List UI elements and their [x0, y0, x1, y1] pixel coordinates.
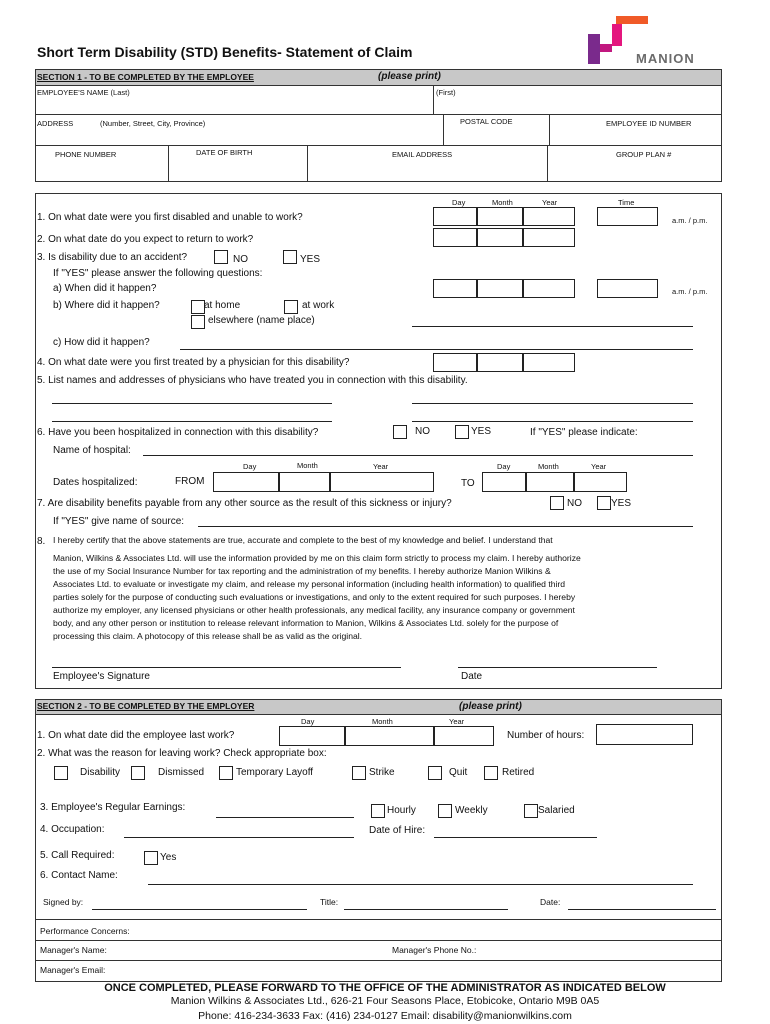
- certify-line: parties solely for the purpose of conducting such evaluations or investigations, and only to the extent required for such purposes. I hereby: [53, 592, 576, 602]
- q1-month-input[interactable]: [477, 207, 523, 226]
- date-of-hire-line[interactable]: [434, 837, 597, 838]
- q7-no-label: NO: [567, 498, 582, 509]
- dates-hospitalized-label: Dates hospitalized:: [53, 477, 138, 488]
- salaried-label: Salaried: [538, 805, 575, 816]
- manager-name-label: Manager's Name:: [40, 945, 107, 955]
- hours-input[interactable]: [596, 724, 693, 745]
- q3-yes-checkbox[interactable]: [283, 250, 297, 264]
- s2-q6-label: 6. Contact Name:: [40, 870, 118, 881]
- address-hint: (Number, Street, City, Province): [100, 119, 206, 128]
- logo-bar-pink: [612, 24, 622, 46]
- at-home-checkbox[interactable]: [191, 300, 205, 314]
- dob-label: DATE OF BIRTH: [196, 148, 253, 157]
- q6-yes-label: YES: [471, 426, 492, 437]
- if-yes-instructions: If "YES" please answer the following questions:: [53, 268, 263, 279]
- q3a-year-input[interactable]: [523, 279, 575, 298]
- s2-col-month: Month: [372, 717, 393, 726]
- hours-label: Number of hours:: [507, 730, 585, 741]
- reason-strike: Strike: [369, 767, 395, 778]
- to-label: TO: [461, 478, 475, 489]
- title-label: Title:: [320, 897, 339, 907]
- elsewhere-checkbox[interactable]: [191, 315, 205, 329]
- hospital-name-label: Name of hospital:: [53, 445, 131, 456]
- hosp-to-month-input[interactable]: [526, 472, 574, 492]
- last-work-month-input[interactable]: [345, 726, 434, 746]
- s2-q3-label: 3. Employee's Regular Earnings:: [40, 802, 186, 813]
- hosp-from-year-input[interactable]: [330, 472, 434, 492]
- certify-line: Associates Ltd. to evaluate or investigate my claim, and release my personal information (including health information) to qualified third: [53, 579, 566, 589]
- reason-temporary-layoff: Temporary Layoff: [236, 767, 314, 778]
- dismissed-checkbox[interactable]: [131, 766, 145, 780]
- certify-line: body, and any other person or institution to release relevant information to Manion, Wilkins & Associates Ltd. solely for the purpose of: [53, 618, 559, 628]
- q3-no-checkbox[interactable]: [214, 250, 228, 264]
- temporary-layoff-checkbox[interactable]: [219, 766, 233, 780]
- sign-date-line[interactable]: [568, 909, 716, 910]
- section2-heading: SECTION 2 - TO BE COMPLETED BY THE EMPLOYER: [37, 701, 255, 711]
- q1-year-input[interactable]: [523, 207, 575, 226]
- certification-text: [53, 534, 581, 643]
- divider: [35, 940, 722, 941]
- date-of-hire-label: Date of Hire:: [369, 825, 426, 836]
- hosp-to-col-year: Year: [591, 462, 607, 471]
- sign-date-label: Date:: [540, 897, 561, 907]
- title-line[interactable]: [344, 909, 508, 910]
- q3-yes-label: YES: [300, 254, 321, 265]
- hosp-to-col-month: Month: [538, 462, 559, 471]
- col-year: Year: [542, 198, 558, 207]
- signed-by-line[interactable]: [92, 909, 307, 910]
- q3-no-label: NO: [233, 254, 248, 265]
- q3c-line[interactable]: [180, 349, 693, 350]
- first-name-label: (First): [436, 88, 456, 97]
- quit-checkbox[interactable]: [428, 766, 442, 780]
- physician-line[interactable]: [412, 403, 693, 404]
- hourly-checkbox[interactable]: [371, 804, 385, 818]
- q3a-month-input[interactable]: [477, 279, 523, 298]
- weekly-checkbox[interactable]: [438, 804, 452, 818]
- col-time: Time: [618, 198, 635, 207]
- q3b-label: b) Where did it happen?: [53, 300, 160, 311]
- q3-label: 3. Is disability due to an accident?: [37, 252, 188, 263]
- source-name-label: If "YES" give name of source:: [53, 516, 185, 527]
- logo-bar-purple: [588, 34, 600, 64]
- s2-q5-label: 5. Call Required:: [40, 850, 115, 861]
- q8-number: 8.: [37, 536, 46, 547]
- q4-label: 4. On what date were you first treated by a physician for this disability?: [37, 357, 350, 368]
- hospital-name-line[interactable]: [143, 455, 693, 456]
- s2-q2-label: 2. What was the reason for leaving work? Check appropriate box:: [37, 748, 327, 759]
- q6-label: 6. Have you been hospitalized in connection with this disability?: [37, 427, 319, 438]
- manager-phone-label: Manager's Phone No.:: [392, 945, 477, 955]
- q7-yes-checkbox[interactable]: [597, 496, 611, 510]
- divider: [35, 85, 722, 86]
- s2-q4-label: 4. Occupation:: [40, 824, 105, 835]
- section1-heading: SECTION 1 - TO BE COMPLETED BY THE EMPLOYEE: [37, 72, 254, 82]
- manion-logo: [588, 14, 708, 68]
- disability-checkbox[interactable]: [54, 766, 68, 780]
- hosp-col-year: Year: [373, 462, 389, 471]
- group-plan-label: GROUP PLAN #: [616, 150, 672, 159]
- divider: [35, 960, 722, 961]
- q1-ampm: a.m. / p.m.: [672, 216, 708, 225]
- q3a-ampm: a.m. / p.m.: [672, 287, 708, 296]
- divider: [549, 114, 550, 145]
- occupation-line[interactable]: [124, 837, 354, 838]
- elsewhere-line[interactable]: [412, 326, 693, 327]
- logo-bar-magenta: [600, 44, 612, 52]
- certify-line: processing this claim. A photocopy of this release shall be as valid as the original.: [53, 631, 363, 641]
- contact-name-line[interactable]: [148, 884, 693, 885]
- last-work-year-input[interactable]: [434, 726, 494, 746]
- footer-contact: Phone: 416-234-3633 Fax: (416) 234-0127 Email: disability@manionwilkins.com: [198, 1010, 572, 1022]
- last-work-day-input[interactable]: [279, 726, 345, 746]
- employee-signature-label: Employee's Signature: [53, 671, 150, 682]
- logo-text: MANION: [636, 51, 695, 66]
- retired-checkbox[interactable]: [484, 766, 498, 780]
- employee-id-label: EMPLOYEE ID NUMBER: [606, 119, 692, 128]
- physician-line[interactable]: [412, 421, 693, 422]
- q3a-label: a) When did it happen?: [53, 283, 157, 294]
- divider: [35, 114, 722, 115]
- salaried-checkbox[interactable]: [524, 804, 538, 818]
- physician-line[interactable]: [52, 403, 332, 404]
- divider: [168, 145, 169, 182]
- q3a-time-input[interactable]: [597, 279, 658, 298]
- hosp-col-day: Day: [243, 462, 257, 471]
- physician-line[interactable]: [52, 421, 332, 422]
- q2-day-input[interactable]: [433, 228, 477, 247]
- reason-quit: Quit: [449, 767, 468, 778]
- signature-line[interactable]: [52, 667, 401, 668]
- q6-no-checkbox[interactable]: [393, 425, 407, 439]
- postal-code-label: POSTAL CODE: [460, 117, 513, 126]
- certify-line: I hereby certify that the above statements are true, accurate and complete to the best of my knowledge and belief. I understand that: [53, 535, 553, 545]
- footer-instruction: ONCE COMPLETED, PLEASE FORWARD TO THE OFFICE OF THE ADMINISTRATOR AS INDICATED BELOW: [104, 982, 666, 994]
- at-home-label: at home: [204, 300, 241, 311]
- divider: [35, 714, 722, 715]
- q5-label: 5. List names and addresses of physicians who have treated you in connection with this disability.: [37, 375, 468, 386]
- divider: [307, 145, 308, 182]
- q7-yes-label: YES: [611, 498, 632, 509]
- divider: [547, 145, 548, 182]
- performance-concerns-label: Performance Concerns:: [40, 926, 130, 936]
- q1-label: 1. On what date were you first disabled and unable to work?: [37, 212, 303, 223]
- manager-email-label: Manager's Email:: [40, 965, 106, 975]
- call-required-yes-checkbox[interactable]: [144, 851, 158, 865]
- hourly-label: Hourly: [387, 805, 416, 816]
- q4-year-input[interactable]: [523, 353, 575, 372]
- hosp-to-day-input[interactable]: [482, 472, 526, 492]
- col-day: Day: [452, 198, 466, 207]
- q4-day-input[interactable]: [433, 353, 477, 372]
- col-month: Month: [492, 198, 513, 207]
- divider: [35, 145, 722, 146]
- certify-line: authorize my employer, any licensed physicians or other health professionals, any medical facility, any insurance company or government: [53, 605, 575, 615]
- source-name-line[interactable]: [198, 526, 693, 527]
- hosp-to-year-input[interactable]: [574, 472, 627, 492]
- from-label: FROM: [175, 476, 205, 487]
- s2-col-day: Day: [301, 717, 315, 726]
- email-label: EMAIL ADDRESS: [392, 150, 453, 159]
- call-required-yes-label: Yes: [160, 852, 177, 863]
- weekly-label: Weekly: [455, 805, 488, 816]
- reason-retired: Retired: [502, 767, 535, 778]
- hosp-col-month: Month: [297, 461, 318, 470]
- signed-by-label: Signed by:: [43, 897, 84, 907]
- divider: [443, 114, 444, 145]
- q2-year-input[interactable]: [523, 228, 575, 247]
- certify-line: Manion, Wilkins & Associates Ltd. will use the information provided by me on this claim form strictly to process my claim. I hereby authorize: [53, 553, 581, 563]
- at-work-checkbox[interactable]: [284, 300, 298, 314]
- signature-date-line[interactable]: [458, 667, 657, 668]
- logo-bar-orange: [616, 16, 648, 24]
- section1-please-print: (please print): [378, 71, 441, 82]
- reason-dismissed: Dismissed: [158, 767, 205, 778]
- address-label: ADDRESS: [37, 119, 74, 128]
- elsewhere-label: elsewhere (name place): [208, 315, 315, 326]
- s2-col-year: Year: [449, 717, 465, 726]
- divider: [433, 85, 434, 114]
- q7-label: 7. Are disability benefits payable from any other source as the result of this sickness or injury?: [37, 498, 452, 509]
- divider: [35, 919, 722, 920]
- s2-q1-label: 1. On what date did the employee last work?: [37, 730, 235, 741]
- q6-no-label: NO: [415, 426, 430, 437]
- q1-day-input[interactable]: [433, 207, 477, 226]
- section2-please-print: (please print): [459, 701, 522, 712]
- footer-address: Manion Wilkins & Associates Ltd., 626-21 Four Seasons Place, Etobicoke, Ontario M9B 0A5: [170, 995, 600, 1007]
- q7-no-checkbox[interactable]: [550, 496, 564, 510]
- q3a-day-input[interactable]: [433, 279, 477, 298]
- hosp-from-month-input[interactable]: [279, 472, 330, 492]
- q4-month-input[interactable]: [477, 353, 523, 372]
- if-yes-indicate: If "YES" please indicate:: [530, 427, 638, 438]
- earnings-line[interactable]: [216, 817, 354, 818]
- certify-line: the use of my Social Insurance Number for tax reporting and the administration of my benefits. I hereby authorize Manion Wilkins &: [53, 566, 551, 576]
- q3c-label: c) How did it happen?: [53, 337, 150, 348]
- phone-label: PHONE NUMBER: [55, 150, 117, 159]
- strike-checkbox[interactable]: [352, 766, 366, 780]
- form-title: Short Term Disability (STD) Benefits- Statement of Claim: [37, 44, 413, 60]
- last-name-label: EMPLOYEE'S NAME (Last): [37, 88, 130, 97]
- hosp-from-day-input[interactable]: [213, 472, 279, 492]
- q2-month-input[interactable]: [477, 228, 523, 247]
- q1-time-input[interactable]: [597, 207, 658, 226]
- signature-date-label: Date: [461, 671, 483, 682]
- q2-label: 2. On what date do you expect to return to work?: [37, 234, 254, 245]
- hosp-to-col-day: Day: [497, 462, 511, 471]
- reason-disability: Disability: [80, 767, 121, 778]
- q6-yes-checkbox[interactable]: [455, 425, 469, 439]
- at-work-label: at work: [302, 300, 335, 311]
